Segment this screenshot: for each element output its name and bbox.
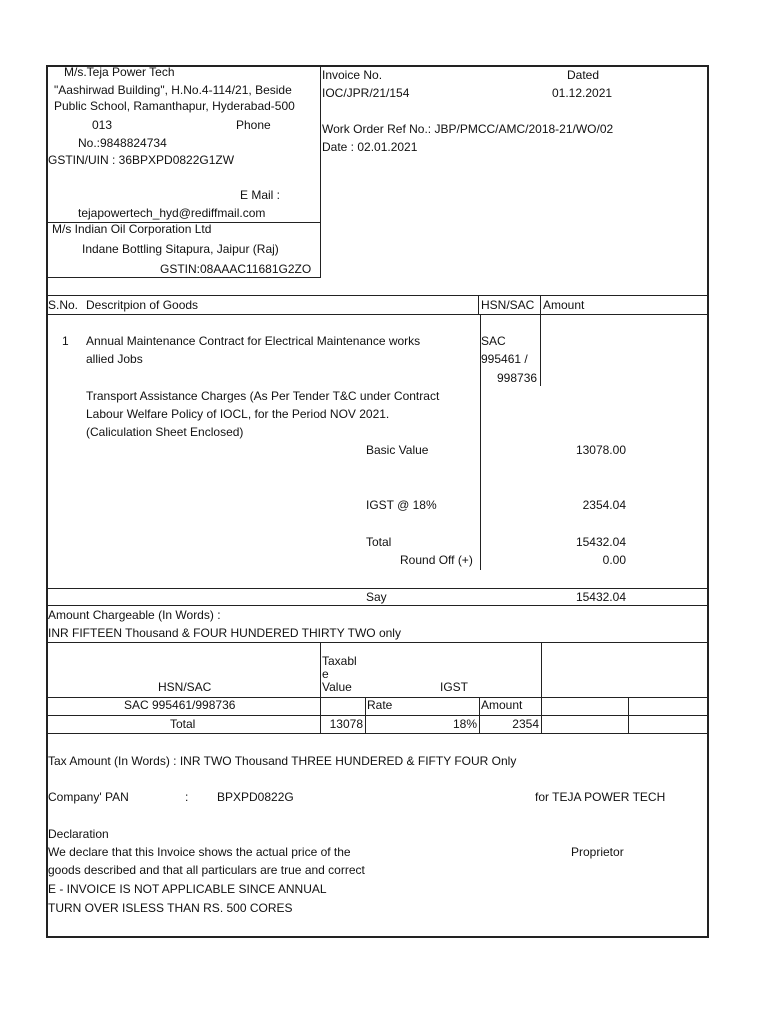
tax-col-amount: Amount: [481, 698, 523, 712]
work-order-ref: Work Order Ref No.: JBP/PMCC/AMC/2018-21/WO/02: [322, 122, 614, 136]
tax-total-label: Total: [170, 717, 196, 731]
tax-col-taxable-3: Value: [322, 680, 352, 694]
tax-col-taxable-2: e: [322, 667, 329, 681]
col-amount: Amount: [543, 298, 585, 312]
tax-col-igst: IGST: [440, 680, 469, 694]
dated-label: Dated: [567, 68, 600, 82]
declaration-line2: goods described and that all particulars are true and correct: [48, 863, 365, 877]
item-hsn-line2: 995461 /: [481, 352, 528, 366]
tax-total-rate: 18%: [452, 717, 477, 731]
dated-value: 01.12.2021: [552, 86, 613, 100]
total-label: Total: [366, 535, 392, 549]
tax-col-hsn: HSN/SAC: [158, 680, 212, 694]
company-pan-colon: :: [185, 790, 189, 804]
tax-total-taxable: 13078: [329, 717, 363, 731]
company-pan-label: Company' PAN: [48, 790, 129, 804]
seller-phone-number: No.:9848824734: [78, 136, 167, 150]
igst-label: IGST @ 18%: [366, 498, 437, 512]
invoice-no-value: IOC/JPR/21/154: [322, 86, 410, 100]
transport-line3: (Caliculation Sheet Enclosed): [86, 425, 244, 439]
tax-row-hsn: SAC 995461/998736: [124, 698, 236, 712]
say-label: Say: [366, 590, 387, 604]
seller-gstin: GSTIN/UIN : 36BPXPD0822G1ZW: [48, 153, 235, 167]
invoice-no-label: Invoice No.: [322, 68, 383, 82]
item-desc-line2: allied Jobs: [86, 352, 143, 366]
buyer-name: M/s Indian Oil Corporation Ltd: [52, 222, 212, 236]
buyer-address: Indane Bottling Sitapura, Jaipur (Raj): [82, 242, 279, 256]
round-off-amount: 0.00: [602, 553, 626, 567]
seller-address-line1: "Aashirwad Building", H.No.4-114/21, Beside: [54, 83, 292, 97]
proprietor-label: Proprietor: [571, 845, 624, 859]
declaration-line4: TURN OVER ISLESS THAN RS. 500 CORES: [48, 901, 293, 915]
tax-total-amount: 2354: [512, 717, 539, 731]
item-sno: 1: [62, 334, 69, 348]
igst-amount: 2354.04: [582, 498, 626, 512]
basic-value-label: Basic Value: [366, 443, 429, 457]
col-sno: S.No.: [48, 298, 79, 312]
amount-words-label: Amount Chargeable (In Words) :: [48, 608, 221, 622]
transport-line2: Labour Welfare Policy of IOCL, for the Period NOV 2021.: [86, 407, 390, 421]
declaration-title: Declaration: [48, 827, 109, 841]
seller-email: tejapowertech_hyd@rediffmail.com: [78, 206, 266, 220]
round-off-label: Round Off (+): [400, 553, 473, 567]
for-company: for TEJA POWER TECH: [535, 790, 666, 804]
basic-value-amount: 13078.00: [575, 443, 626, 457]
declaration-line3: E - INVOICE IS NOT APPLICABLE SINCE ANNUAL: [48, 882, 327, 896]
seller-email-label: E Mail :: [240, 188, 281, 202]
item-hsn-line3: 998736: [497, 371, 538, 385]
tax-amount-words: Tax Amount (In Words) : INR TWO Thousand THREE HUNDERED & FIFTY FOUR Only: [48, 754, 517, 768]
total-amount: 15432.04: [575, 535, 626, 549]
declaration-line1: We declare that this Invoice shows the actual price of the: [48, 845, 351, 859]
company-pan-value: BPXPD0822G: [217, 790, 294, 804]
buyer-gstin: GSTIN:08AAAC11681G2ZO: [160, 262, 312, 276]
seller-name: M/s.Teja Power Tech: [64, 65, 175, 79]
tax-col-taxable-1: Taxabl: [322, 654, 357, 668]
item-hsn-line1: SAC: [481, 334, 506, 348]
amount-words-value: INR FIFTEEN Thousand & FOUR HUNDERED THIRTY TWO only: [48, 626, 401, 640]
seller-pin: 013: [92, 118, 113, 132]
item-desc-line1: Annual Maintenance Contract for Electrical Maintenance works: [86, 334, 421, 348]
seller-address-line2: Public School, Ramanthapur, Hyderabad-500: [54, 99, 295, 113]
seller-phone-label: Phone: [236, 118, 271, 132]
transport-line1: Transport Assistance Charges (As Per Tender T&C under Contract: [86, 389, 440, 403]
say-amount: 15432.04: [575, 590, 626, 604]
tax-col-rate: Rate: [367, 698, 393, 712]
col-hsn: HSN/SAC: [481, 298, 535, 312]
work-order-date: Date : 02.01.2021: [322, 140, 418, 154]
col-description: Descritpion of Goods: [86, 298, 199, 312]
